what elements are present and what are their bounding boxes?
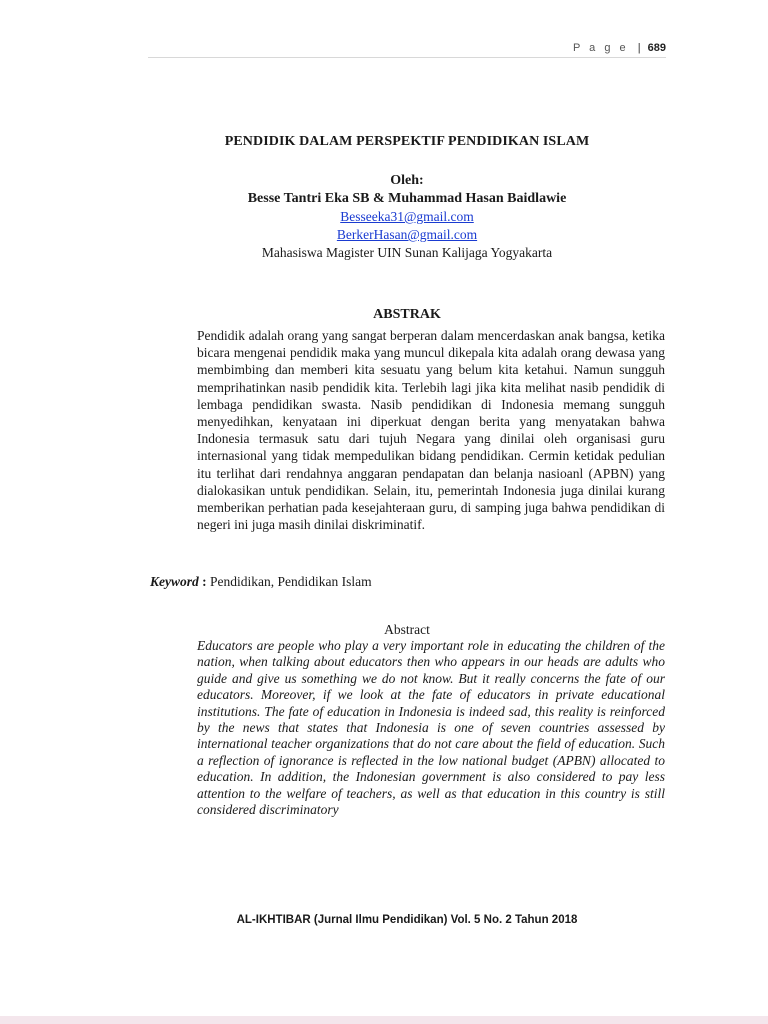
- keyword-separator: :: [198, 574, 210, 589]
- oleh-label: Oleh:: [390, 173, 424, 188]
- abstrak-heading: ABSTRAK: [373, 307, 441, 322]
- abstrak-body: Pendidik adalah orang yang sangat berperan dalam mencerdaskan anak bangsa, ketika bicara mengenai pendidik maka yang muncul dikepala kita adalah orang dewasa yang membimbing dan memberi kita sesuatu yang belum kita ketahui. Namun sungguh memprihatinkan nasib pendidik kita. Terlebih lagi jika kita melihat nasib pendidik di lembaga pendidikan swasta. Nasib pendidikan di Indonesia memang sungguh menyedihkan, kenyataan ini diperkuat dengan berita yang menyatakan bahwa Indonesia termasuk satu dari tujuh Negara yang dinilai oleh organisasi guru internasional yang tidak mempedulikan bidang pendidikan. Cermin ketidak pedulian itu terlihat dari rendahnya anggaran pendapatan dan belanja nasioanl (APBN) yang dialokasikan untuk pendidikan. Selain, itu, pemerintah Indonesia juga dinilai kurang memberikan perhatian pada kesejahteraan guru, di samping juga bahwa pendidikan di negeri ini juga masih dinilai diskriminatif.: [197, 328, 665, 533]
- abstract-heading: Abstract: [384, 622, 430, 637]
- email-link-2[interactable]: BerkerHasan@gmail.com: [336, 227, 478, 242]
- paper-title: PENDIDIK DALAM PERSPEKTIF PENDIDIKAN ISLAM: [224, 134, 590, 149]
- keyword-value: Pendidikan, Pendidikan Islam: [210, 574, 372, 589]
- keyword-label: Keyword: [150, 574, 199, 589]
- page-number: 689: [647, 42, 666, 54]
- page-label: P a g e: [572, 42, 629, 54]
- journal-footer: AL-IKHTIBAR (Jurnal Ilmu Pendidikan) Vol. 5 No. 2 Tahun 2018: [236, 914, 578, 926]
- page-separator: |: [637, 42, 641, 54]
- email-link-1[interactable]: Besseeka31@gmail.com: [340, 209, 474, 224]
- abstract-body: Educators are people who play a very important role in educating the children of the nation, when talking about educators then who appears in our heads are adults who guide and give us something we do not know. But it really concerns the fate of our educators. Moreover, if we look at the fate of educators in private educational institutions. The fate of education in Indonesia is indeed sad, this reality is reinforced by the news that states that Indonesia is one of seven countries assessed by international teacher organizations that do not care about the field of education. Such a reflection of ignorance is reflected in the low national budget (APBN) allocated to education. In addition, the Indonesian government is also considered to pay less attention to the welfare of teachers, as well as that education in this country is still considered discriminatory: [197, 638, 665, 818]
- affiliation: Mahasiswa Magister UIN Sunan Kalijaga Yogyakarta: [261, 245, 553, 260]
- title-block: [148, 134, 666, 261]
- authors: Besse Tantri Eka SB & Muhammad Hasan Baidlawie: [247, 191, 567, 206]
- header-rule: [148, 57, 666, 58]
- keyword-line: [150, 574, 666, 590]
- bottom-band: [0, 1016, 768, 1024]
- page-header: [148, 42, 666, 54]
